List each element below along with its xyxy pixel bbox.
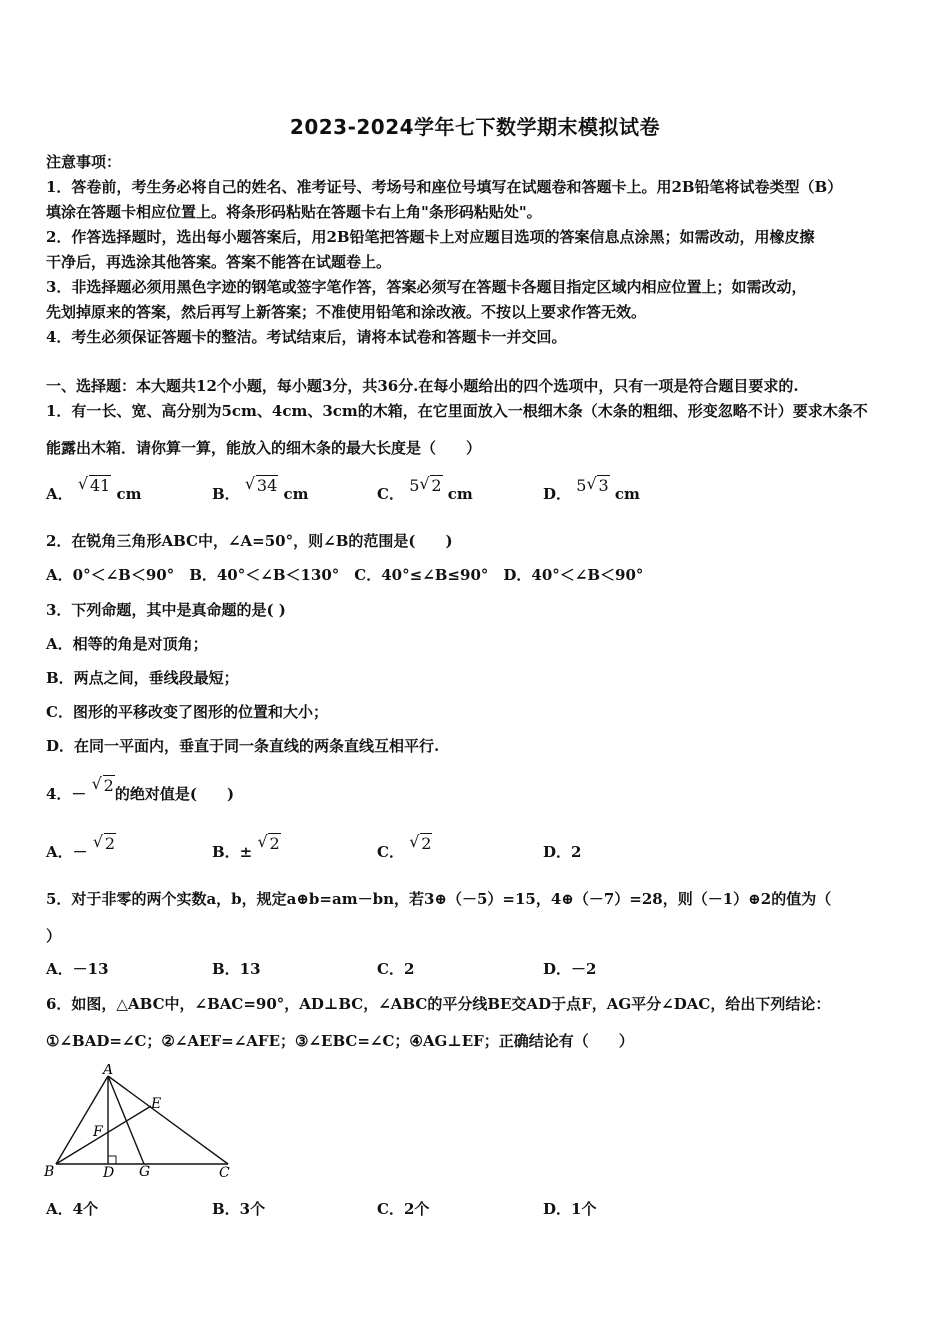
sqrt-expression: √ 2 — [257, 832, 280, 853]
label-e: E — [151, 1096, 162, 1112]
q3-option-b: B．两点之间，垂线段最短； — [46, 669, 239, 687]
question-6-stem: ①∠BAD=∠C；②∠AEF=∠AFE；③∠EBC=∠C；④AG⊥EF；正确结论有（ ） — [46, 1032, 634, 1050]
q4-suffix: 的绝对值是( ) — [114, 785, 235, 803]
segment-ab — [56, 1076, 108, 1164]
q4-option-c — [377, 832, 432, 862]
option-label: C． — [377, 843, 404, 861]
question-5-stem: ） — [46, 927, 62, 945]
segment-be — [56, 1106, 151, 1164]
unit: cm — [116, 485, 142, 503]
label-c: C — [219, 1165, 230, 1181]
q5-option-c: C．2 — [377, 960, 415, 978]
q3-option-c: C．图形的平移改变了图形的位置和大小； — [46, 703, 328, 721]
option-label: D． — [543, 485, 572, 503]
label-g: G — [139, 1164, 151, 1180]
option-label: B． — [212, 485, 240, 503]
sqrt-expression: √ 2 — [419, 474, 442, 495]
section-heading: 一、选择题：本大题共12个小题，每小题3分，共36分.在每小题给出的四个选项中，只有一项是符合题目要求的. — [46, 377, 799, 395]
q3-option-a: A．相等的角是对顶角； — [46, 635, 208, 653]
question-3-stem: 3．下列命题，其中是真命题的是( ) — [46, 601, 286, 619]
option-label: A． — [46, 485, 73, 503]
notice-line: 4．考生必须保证答题卡的整洁。考试结束后，请将本试卷和答题卡一并交回。 — [46, 328, 567, 346]
page-title: 2023-2024学年七下数学期末模拟试卷 — [289, 115, 661, 139]
q1-option-a — [46, 474, 142, 504]
question-2-stem: 2．在锐角三角形ABC中，∠A=50°，则∠B的范围是( ) — [46, 532, 453, 550]
question-6-stem: 6．如图，△ABC中，∠BAC=90°，AD⊥BC，∠ABC的平分线BE交AD于点F，AG平分∠DAC，给出下列结论： — [46, 995, 831, 1013]
sqrt-expression: √ 41 — [77, 474, 111, 495]
question-5-stem: 5．对于非零的两个实数a，b，规定a⊕b=am－bn，若3⊕（－5）=15，4⊕（－7）=28，则（－1）⊕2的值为（ — [46, 890, 832, 908]
notice-line: 2．作答选择题时，选出每小题答案后，用2B铅笔把答题卡上对应题目选项的答案信息点涂黑；如需改动，用橡皮擦 — [46, 228, 815, 246]
q4-option-d: D．2 — [543, 843, 582, 861]
sqrt-expression: √ 2 — [92, 832, 116, 853]
q4-option-a — [46, 832, 116, 862]
q4-option-b — [212, 832, 281, 862]
question-1-stem: 能露出木箱．请你算一算，能放入的细木条的最大长度是（ ） — [46, 439, 482, 457]
notice-line: 干净后，再选涂其他答案。答案不能答在试题卷上。 — [46, 253, 392, 271]
q3-option-d: D．在同一平面内，垂直于同一条直线的两条直线互相平行. — [46, 737, 440, 755]
question-2-options: A．0°＜∠B＜90° B．40°＜∠B＜130° C．40°≤∠B≤90° D．40°＜∠B＜90° — [46, 566, 644, 584]
q5-option-a: A．－13 — [46, 960, 109, 978]
notice-heading: 注意事项： — [46, 153, 122, 171]
question-4-stem — [46, 774, 235, 804]
sqrt-expression: √ 2 — [91, 774, 114, 795]
q1-option-d — [543, 474, 640, 504]
sqrt-expression: √ 34 — [244, 474, 278, 495]
q1-option-c — [377, 474, 473, 504]
notice-line: 3．非选择题必须用黑色字迹的钢笔或签字笔作答，答案必须写在答题卡各题目指定区域内相应位置上；如需改动， — [46, 278, 807, 296]
sqrt-expression: √ 2 — [409, 832, 432, 853]
coefficient: 5 — [409, 476, 420, 495]
notice-line: 填涂在答题卡相应位置上。将条形码粘贴在答题卡右上角"条形码粘贴处"。 — [46, 203, 542, 221]
q6-option-a: A．4个 — [46, 1200, 99, 1218]
q6-option-b: B．3个 — [212, 1200, 266, 1218]
q6-option-d: D．1个 — [543, 1200, 597, 1218]
q1-option-b — [212, 474, 309, 504]
right-angle-mark — [108, 1156, 116, 1164]
label-a: A — [103, 1064, 114, 1078]
triangle-figure — [40, 1064, 240, 1184]
question-1-stem: 1．有一长、宽、高分别为5cm、4cm、3cm的木箱，在它里面放入一根细木条（木条的粗细、形变忽略不计）要求木条不 — [46, 402, 868, 420]
option-label: A．－ — [46, 843, 88, 861]
option-label: B．± — [212, 843, 253, 861]
unit: cm — [614, 485, 640, 503]
q4-prefix: 4．－ — [46, 785, 87, 803]
label-f: F — [93, 1124, 103, 1140]
coefficient: 5 — [576, 476, 587, 495]
sqrt-expression: √ 3 — [586, 474, 609, 495]
q5-option-b: B．13 — [212, 960, 261, 978]
option-label: C． — [377, 485, 404, 503]
notice-line: 1．答卷前，考生务必将自己的姓名、准考证号、考场号和座位号填写在试题卷和答题卡上。用2B铅笔将试卷类型（B） — [46, 178, 843, 196]
label-b: B — [44, 1164, 55, 1180]
label-d: D — [103, 1165, 115, 1181]
q6-option-c: C．2个 — [377, 1200, 430, 1218]
unit: cm — [447, 485, 473, 503]
q5-option-d: D．－2 — [543, 960, 597, 978]
notice-line: 先划掉原来的答案，然后再写上新答案；不准使用铅笔和涂改液。不按以上要求作答无效。 — [46, 303, 647, 321]
unit: cm — [283, 485, 309, 503]
